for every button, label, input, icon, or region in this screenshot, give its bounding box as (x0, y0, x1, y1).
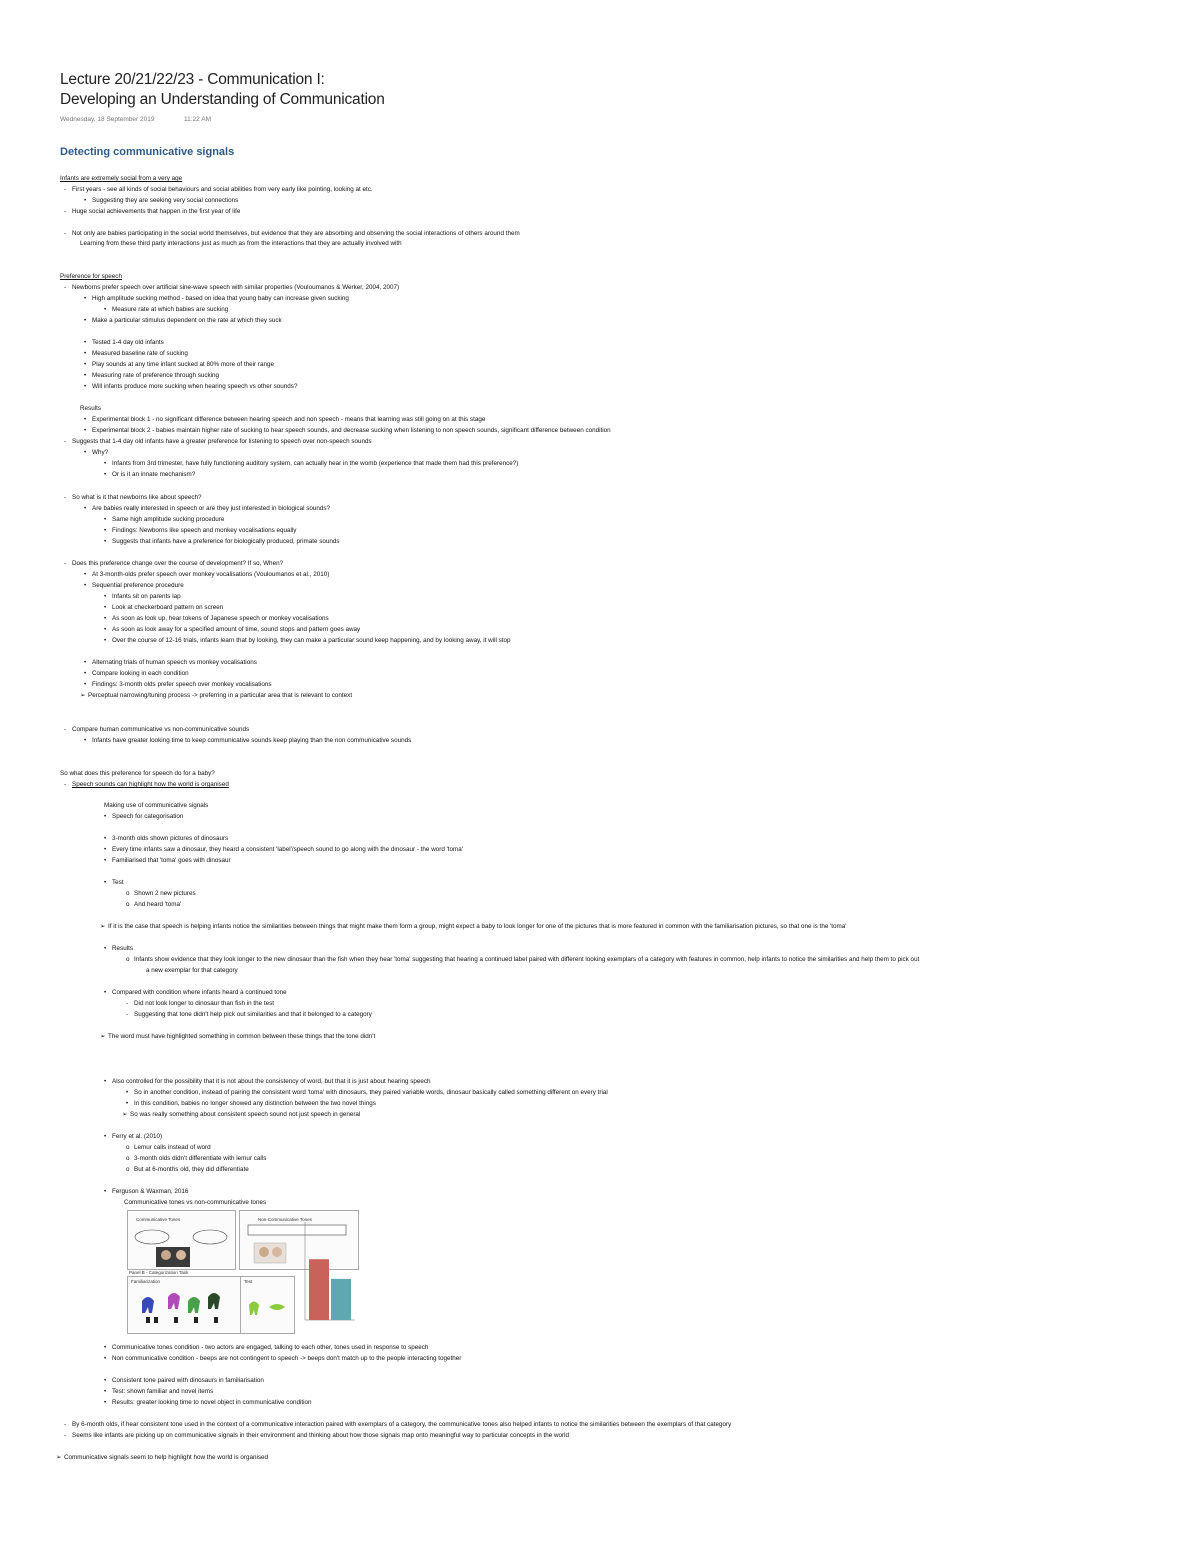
panel-b-title: Panel B - Categorization Task (129, 1270, 189, 1275)
note-text: Suggests that infants have a preference for biologically produced, primate sounds (112, 538, 340, 545)
note-line (104, 1344, 428, 1352)
tone-mark-3 (174, 1317, 178, 1323)
note-line (60, 770, 215, 778)
note-text: Learning from these third party interactions just as much as from the interactions that they are actually involved with (80, 240, 402, 247)
note-line (84, 571, 329, 579)
page-title-line-1: Lecture 20/21/22/23 - Communication I: (60, 71, 325, 88)
bullet-marker: o (126, 1144, 130, 1151)
actors-illustration (128, 1219, 233, 1269)
tone-mark-1 (146, 1317, 150, 1323)
note-text: Results (80, 405, 101, 412)
bullet-marker: • (104, 471, 107, 478)
note-text: 3-month olds shown pictures of dinosaurs (112, 835, 229, 842)
note-line (104, 1388, 213, 1396)
note-text: Suggesting that tone didn't help pick out similarities and that it belonged to a category (134, 1011, 372, 1018)
noncomm-label: Non-Communicative Tones (258, 1217, 312, 1222)
bullet-marker: o (126, 956, 130, 963)
note-line (104, 593, 181, 601)
bullet-marker: o (126, 890, 130, 897)
note-line (84, 350, 188, 358)
test-label: Test (244, 1279, 253, 1284)
note-text: Test (112, 879, 124, 886)
note-text: Measuring rate of preference through sucking (92, 372, 220, 379)
note-text: Speech sounds can highlight how the world is organised (72, 781, 229, 788)
bullet-marker: • (84, 361, 87, 368)
note-text: First years - see all kinds of social behaviours and social abilities from very early like pointing, looking at etc. (72, 186, 373, 193)
note-line (104, 1188, 188, 1196)
bullet-marker: o (126, 901, 130, 908)
actor-face-1 (161, 1250, 171, 1260)
bullet-marker: ➢ (122, 1111, 128, 1118)
note-line (84, 505, 330, 513)
bullet-marker: • (104, 945, 107, 952)
note-line (104, 1377, 264, 1385)
note-text: Are babies really interested in speech or are they just interested in biological sounds? (92, 505, 331, 512)
page-title-line-2: Developing an Understanding of Communication (60, 91, 385, 108)
bullet-marker: • (104, 306, 107, 313)
bullet-marker: • (104, 1188, 107, 1195)
test-dinosaur (249, 1302, 259, 1316)
note-line (126, 1089, 608, 1097)
note-text: Communicative signals seem to help highlight how the world is organised (64, 1454, 269, 1461)
note-text: So was really something about consistent speech sound not just speech in general (130, 1111, 361, 1118)
bullet-marker: ➢ (100, 1033, 106, 1040)
note-text: Infants from 3rd trimester, have fully functioning auditory system, can actually hear in the womb (experience that made them had this preference?) (112, 460, 519, 467)
note-text: Suggests that 1-4 day old infants have a greater preference for listening to speech over non-speech sounds (72, 438, 372, 445)
note-line (104, 1399, 312, 1407)
note-line (126, 890, 196, 898)
bullet-marker: • (104, 1399, 107, 1406)
test-panel (240, 1276, 295, 1334)
note-text: Sequential preference procedure (92, 582, 184, 589)
note-text: Tested 1-4 day old infants (92, 339, 164, 346)
note-line (104, 846, 463, 854)
note-text: Making use of communicative signals (104, 802, 209, 809)
test-illustration (241, 1283, 293, 1333)
note-text: Consistent tone paired with dinosaurs in familiarisation (112, 1377, 264, 1384)
bullet-marker: • (104, 1078, 107, 1085)
note-line (104, 813, 183, 821)
bullet-marker: • (84, 681, 87, 688)
note-line (64, 186, 373, 194)
bullet-marker: • (84, 449, 87, 456)
bullet-marker: • (84, 350, 87, 357)
tone-mark-4 (194, 1317, 198, 1323)
bar-non-communicative (331, 1279, 351, 1320)
note-text: Communicative tones vs non-communicative tones (124, 1199, 267, 1206)
note-line (104, 460, 518, 468)
note-text: Infants are extremely social from a very age (60, 175, 183, 182)
note-text: Perceptual narrowing/tuning process -> preferring in a particular area that is relevant to context (88, 692, 353, 699)
note-text: Newborns prefer speech over artificial sine-wave speech with similar properties (Vouloumanos & Werker, 2004, 2007) (72, 284, 400, 291)
note-text: a new exemplar for that category (146, 967, 238, 974)
note-line (64, 1432, 569, 1440)
note-line (64, 230, 520, 238)
note-line (104, 857, 231, 865)
note-line (104, 945, 133, 953)
looking-time-bar-chart (295, 1214, 357, 1332)
note-text: The word must have highlighted something in common between these things that the tone didn't (108, 1033, 376, 1040)
bullet-marker: - (64, 726, 67, 733)
tone-mark-2 (154, 1317, 158, 1323)
note-line (80, 692, 352, 700)
note-line (104, 604, 223, 612)
note-line (104, 626, 360, 634)
bullet-marker: ➢ (56, 1454, 62, 1461)
bullet-marker: • (104, 538, 107, 545)
note-text: Non communicative condition - beeps are not contingent to speech -> beeps don't match up to the people interacting together (112, 1355, 462, 1362)
note-text: Compared with condition where infants heard a continued tone (112, 989, 287, 996)
note-line (84, 372, 219, 380)
bullet-marker: • (84, 339, 87, 346)
note-text: Familiarised that 'toma' goes with dinosaur (112, 857, 231, 864)
bullet-marker: • (126, 1100, 129, 1107)
bullet-marker: • (104, 527, 107, 534)
note-text: Will infants produce more sucking when hearing speech vs other sounds? (92, 383, 298, 390)
bullet-marker: • (104, 1355, 107, 1362)
note-line (104, 637, 511, 645)
note-text: Results (112, 945, 133, 952)
note-text: Infants sit on parents lap (112, 593, 181, 600)
note-line (126, 956, 919, 964)
note-text: So what does this preference for speech do for a baby? (60, 770, 215, 777)
bullet-marker: • (104, 1344, 107, 1351)
note-line (126, 1100, 376, 1108)
note-line (60, 273, 122, 281)
note-line (84, 670, 189, 678)
note-line (124, 1199, 266, 1207)
note-text: So in another condition, instead of pairing the consistent word 'toma' with dinosaurs, they paired variable words, dinosaur basically called something different on every trial (134, 1089, 608, 1096)
dinosaur-blue (142, 1297, 154, 1313)
note-text: Infants have greater looking time to keep communicative sounds keep playing than the non communicative sounds (92, 737, 412, 744)
bullet-marker: - (64, 494, 67, 501)
note-line (84, 295, 349, 303)
note-line (146, 967, 238, 975)
note-text: But at 6-months old, they did differentiate (134, 1166, 249, 1173)
note-line (84, 449, 108, 457)
note-line (64, 560, 283, 568)
note-line (126, 1155, 266, 1163)
dinosaur-green (188, 1297, 200, 1313)
bullet-marker: • (104, 1377, 107, 1384)
bullet-marker: • (84, 670, 87, 677)
bullet-marker: - (126, 1000, 129, 1007)
noncomm-face-2 (272, 1247, 282, 1257)
actor-face-2 (176, 1250, 186, 1260)
note-line (64, 284, 399, 292)
note-text: High amplitude sucking method - based on idea that young baby can increase given sucking (92, 295, 349, 302)
note-text: Why? (92, 449, 109, 456)
bullet-marker: ➢ (100, 923, 106, 930)
note-text: Findings: 3-month olds prefer speech over monkey vocalisations (92, 681, 272, 688)
note-line (84, 582, 184, 590)
dinosaur-purple (168, 1293, 180, 1309)
note-text: Not only are babies participating in the social world themselves, but evidence that they are absorbing and observing the social interactions of others around them (72, 230, 520, 237)
note-line (80, 240, 402, 248)
note-text: Same high amplitude sucking procedure (112, 516, 225, 523)
note-text: Experimental block 2 - babies maintain higher rate of sucking to hear speech sounds, and decrease sucking when listening to non speech sounds, significant difference between condition (92, 427, 611, 434)
note-line (126, 1000, 274, 1008)
note-line (104, 1078, 431, 1086)
bullet-marker: - (64, 1421, 67, 1428)
note-line (104, 1133, 162, 1141)
note-line (104, 471, 195, 479)
bullet-marker: • (104, 516, 107, 523)
note-line (84, 339, 164, 347)
page-date: Wednesday, 18 September 2019 (60, 116, 155, 123)
note-line (126, 1011, 372, 1019)
note-text: Seems like infants are picking up on communicative signals in their environment and thinking about how those signals map onto meaningful way to particular concepts in the world (72, 1432, 570, 1439)
bullet-marker: - (64, 208, 67, 215)
bullet-marker: o (126, 1155, 130, 1162)
note-line (104, 879, 124, 887)
note-line (126, 1166, 249, 1174)
note-line (84, 416, 485, 424)
bullet-marker: • (84, 659, 87, 666)
bullet-marker: • (84, 737, 87, 744)
noncomm-face-1 (259, 1247, 269, 1257)
bullet-marker: • (104, 846, 107, 853)
bullet-marker: • (104, 1388, 107, 1395)
note-text: Shown 2 new pictures (134, 890, 196, 897)
note-line (64, 208, 240, 216)
note-line (56, 1454, 268, 1462)
note-text: Look at checkerboard pattern on screen (112, 604, 224, 611)
note-text: Measure rate at which babies are sucking (112, 306, 229, 313)
bullet-marker: • (104, 637, 107, 644)
note-text: Infants show evidence that they look longer to the new dinosaur than the fish when they hear 'toma' suggesting that hearing a continued label paired with different looking exemplars of a category with features in common, help infants to notice the similarities and help them to pick out (134, 956, 920, 963)
note-line (84, 361, 274, 369)
note-text: Did not look longer to dinosaur than fish in the test (134, 1000, 275, 1007)
note-line (104, 306, 228, 314)
note-text: Make a particular stimulus dependent on the rate at which they suck (92, 317, 282, 324)
note-text: Experimental block 1 - no significant difference between hearing speech and non speech - means that learning was still going on at this stage (92, 416, 486, 423)
note-text: Huge social achievements that happen in the first year of life (72, 208, 241, 215)
note-text: Speech for categorisation (112, 813, 184, 820)
note-text: 3-month olds didn't differentiate with lemur calls (134, 1155, 267, 1162)
note-line (84, 383, 297, 391)
note-text: Play sounds at any time infant sucked at 80% more of their range (92, 361, 275, 368)
note-line (104, 835, 228, 843)
note-text: So what is it that newborns like about speech? (72, 494, 202, 501)
note-text: By 6-month olds, if hear consistent tone used in the context of a communicative interaction paired with exemplars of a category, the communicative tones also helped infants to notice the similarities between the exemplars of that category (72, 1421, 732, 1428)
note-line (126, 901, 181, 909)
speech-bubble-right (193, 1230, 227, 1244)
bullet-marker: • (84, 416, 87, 423)
comm-label: Communicative Tones (136, 1217, 181, 1222)
note-line (60, 175, 182, 183)
bullet-marker: • (84, 317, 87, 324)
bullet-marker: • (84, 582, 87, 589)
note-text: Over the course of 12-16 trials, infants learn that by looking, they can make a particular sound keep happening, and by looking away, it will stop (112, 637, 511, 644)
dinosaur-dark (208, 1293, 220, 1309)
note-text: Or is it an innate mechanism? (112, 471, 196, 478)
bullet-marker: - (64, 230, 67, 237)
note-line (122, 1111, 360, 1119)
bullet-marker: • (84, 571, 87, 578)
bullet-marker: • (84, 505, 87, 512)
note-line (84, 681, 272, 689)
test-fish (269, 1304, 285, 1310)
note-line (104, 615, 329, 623)
bullet-marker: • (104, 615, 107, 622)
note-line (64, 781, 229, 789)
note-line (64, 726, 249, 734)
section-heading: Detecting communicative signals (60, 146, 235, 158)
bullet-marker: • (104, 460, 107, 467)
note-line (104, 1355, 461, 1363)
bullet-marker: • (84, 427, 87, 434)
bullet-marker: - (64, 781, 67, 788)
bullet-marker: • (104, 1133, 107, 1140)
note-line (104, 527, 296, 535)
note-text: Results: greater looking time to novel object in communicative condition (112, 1399, 312, 1406)
dinosaurs-illustration (128, 1283, 238, 1333)
note-line (84, 427, 611, 435)
note-text: Communicative tones condition - two actors are engaged, talking to each other, tones used in response to speech (112, 1344, 429, 1351)
bullet-marker: - (126, 1011, 129, 1018)
note-text: Compare looking in each condition (92, 670, 189, 677)
bullet-marker: ➢ (80, 692, 86, 699)
note-text: Suggesting they are seeking very social connections (92, 197, 239, 204)
tone-mark-5 (214, 1317, 218, 1323)
bullet-marker: • (104, 593, 107, 600)
bullet-marker: • (84, 372, 87, 379)
note-text: In this condition, babies no longer showed any distinction between the two novel things (134, 1100, 376, 1107)
note-line (104, 538, 340, 546)
note-line (100, 1033, 375, 1041)
note-text: As soon as look away for a specified amount of time, sound stops and pattern goes away (112, 626, 361, 633)
note-text: If it is the case that speech is helping infants notice the similarities between things that might make them form a group, might expect a baby to look longer for one of the pictures that is more featured in common with the familiarisation pictures, so that one is the 'toma' (108, 923, 847, 930)
note-line (84, 197, 238, 205)
note-line (64, 1421, 731, 1429)
note-text: Test: shown familiar and novel items (112, 1388, 214, 1395)
familiarization-panel (127, 1276, 241, 1334)
results-figure (127, 1210, 357, 1334)
note-text: Lemur calls instead of word (134, 1144, 211, 1151)
note-text: Also controlled for the possibility that it is not about the consistency of word, but that it is just about hearing speech (112, 1078, 431, 1085)
note-line (84, 737, 411, 745)
note-line (104, 989, 287, 997)
bullet-marker: • (84, 295, 87, 302)
note-line (126, 1144, 211, 1152)
bullet-marker: • (104, 857, 107, 864)
note-line (104, 516, 224, 524)
bullet-marker: • (104, 835, 107, 842)
note-line (84, 317, 282, 325)
bullet-marker: • (104, 813, 107, 820)
note-text: Compare human communicative vs non-communicative sounds (72, 726, 250, 733)
note-line (100, 923, 846, 931)
bullet-marker: - (64, 186, 67, 193)
speech-bubble-left (135, 1230, 169, 1244)
panel-a-communicative (127, 1210, 236, 1270)
note-text: Preference for speech (60, 273, 122, 280)
bullet-marker: • (104, 879, 107, 886)
note-text: Ferguson & Waxman, 2016 (112, 1188, 189, 1195)
note-text: Does this preference change over the course of development? If so, When? (72, 560, 284, 567)
page-time: 11:22 AM (184, 116, 211, 123)
note-line (80, 405, 101, 413)
bar-communicative (309, 1259, 329, 1320)
bullet-marker: • (104, 989, 107, 996)
bullet-marker: • (104, 604, 107, 611)
note-text: Ferry et al. (2010) (112, 1133, 163, 1140)
bullet-marker: • (84, 197, 87, 204)
note-text: Every time infants saw a dinosaur, they heard a consistent 'label'/speech sound to go along with the dinosaur - the word 'toma' (112, 846, 463, 853)
note-text: As soon as look up, hear tokens of Japanese speech or monkey vocalisations (112, 615, 329, 622)
bullet-marker: - (64, 284, 67, 291)
bullet-marker: • (126, 1089, 129, 1096)
note-line (64, 494, 202, 502)
familiarization-label: Familiarization (131, 1279, 161, 1284)
note-text: Alternating trials of human speech vs monkey vocalisations (92, 659, 257, 666)
note-text: At 3-month-olds prefer speech over monkey vocalisations (Vouloumanos et al., 2010) (92, 571, 330, 578)
note-line (104, 802, 208, 810)
note-text: Measured baseline rate of sucking (92, 350, 188, 357)
note-line (84, 659, 257, 667)
bullet-marker: - (64, 560, 67, 567)
note-text: Findings: Newborns like speech and monkey vocalisations equally (112, 527, 297, 534)
bullet-marker: - (64, 438, 67, 445)
bullet-marker: - (64, 1432, 67, 1439)
bullet-marker: o (126, 1166, 130, 1173)
note-line (64, 438, 372, 446)
note-text: And heard 'toma' (134, 901, 182, 908)
bullet-marker: • (84, 383, 87, 390)
bullet-marker: • (104, 626, 107, 633)
